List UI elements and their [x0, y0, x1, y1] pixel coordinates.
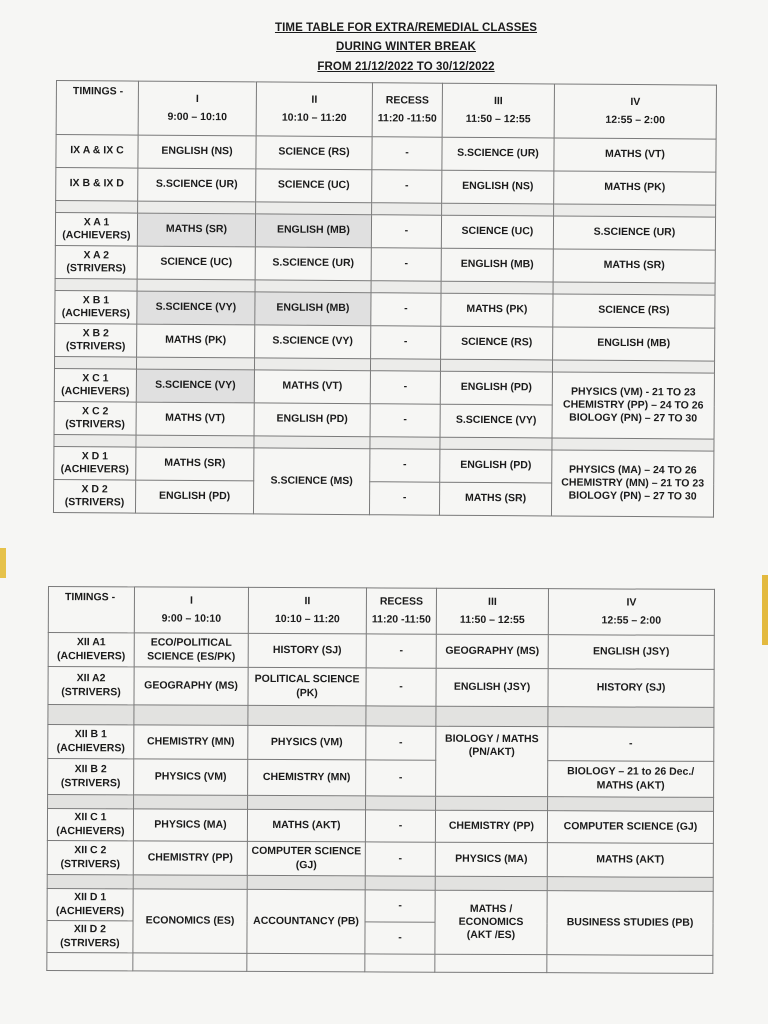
subject-line: BIOLOGY (PN) – 27 TO 30	[568, 489, 697, 503]
recess-label: RECESS	[385, 94, 429, 107]
subject-line: POLITICAL SCIENCE	[254, 673, 360, 686]
period-cell: ENGLISH (MB)	[441, 248, 553, 282]
period-number: II	[304, 595, 311, 608]
period-cell: MATHS (SR)	[137, 213, 255, 247]
period-time: 11:50 – 12:55	[459, 613, 525, 626]
period-cell	[248, 667, 366, 706]
class-group: (ACHIEVERS)	[56, 741, 125, 754]
timetable-class-ix-x	[53, 80, 717, 518]
table-row	[55, 213, 715, 251]
page-title: TIME TABLE FOR EXTRA/REMEDIAL CLASSES	[274, 22, 538, 34]
recess-cell: -	[369, 482, 439, 515]
class-group: (STRIVERS)	[64, 496, 125, 509]
period-time: 10:10 – 11:20	[274, 612, 340, 625]
table-row	[56, 168, 716, 206]
class-label	[55, 245, 137, 279]
period-cell: ENGLISH (MB)	[255, 292, 371, 326]
table-row	[47, 809, 713, 844]
period-cell: GEOGRAPHY (MS)	[436, 634, 548, 668]
table-row	[48, 725, 714, 762]
period-cell: MATHS (SR)	[136, 447, 254, 481]
period-cell: MATHS (PK)	[137, 324, 255, 358]
class-group: (ACHIEVERS)	[56, 824, 125, 837]
class-label	[47, 809, 133, 841]
period-time: 12:55 – 2:00	[605, 113, 666, 126]
class-group: (ACHIEVERS)	[61, 385, 130, 398]
period-cell: S.SCIENCE (UR)	[255, 247, 371, 281]
recess-cell: -	[366, 726, 436, 760]
class-label	[54, 368, 136, 402]
class-label	[48, 667, 134, 705]
class-name: X D 2	[81, 483, 108, 496]
recess-time: 11:20 -11:50	[371, 612, 431, 626]
period-cell: MATHS (AKT)	[547, 843, 713, 878]
recess-cell: -	[365, 890, 435, 922]
subject-line: BIOLOGY (PN) – 27 TO 30	[569, 411, 698, 425]
class-name: XII D 2	[73, 923, 107, 936]
class-group: (ACHIEVERS)	[55, 904, 125, 917]
table-row	[47, 888, 713, 923]
period-cell: ENGLISH (NS)	[138, 135, 256, 169]
period-cell: CHEMISTRY (MN)	[134, 725, 248, 759]
period-cell: MATHS (VT)	[554, 138, 716, 172]
class-name: X C 2	[82, 405, 109, 418]
table-row	[48, 633, 714, 670]
period-cell: ENGLISH (PD)	[254, 403, 370, 437]
period-time: 9:00 – 10:10	[161, 611, 222, 625]
period-cell-merged: S.SCIENCE (MS)	[253, 448, 369, 515]
subject-line: PHYSICS (MA) – 24 TO 26	[568, 463, 697, 477]
period-cell-merged	[436, 726, 548, 796]
period-4-header	[548, 589, 714, 636]
period-cell: ENGLISH (PD)	[440, 371, 552, 405]
period-2-header	[248, 587, 366, 634]
class-name: XII A1	[76, 636, 106, 649]
class-name: X B 2	[82, 327, 109, 340]
recess-cell: -	[365, 842, 435, 876]
period-cell: ENGLISH (MB)	[255, 214, 371, 248]
period-cell	[247, 841, 365, 876]
class-name: XII B 1	[74, 728, 107, 741]
period-1-header	[138, 81, 256, 136]
class-name: X A 1	[83, 216, 110, 229]
period-3-header	[442, 83, 554, 138]
period-cell-merged	[552, 372, 714, 439]
recess-cell: -	[371, 293, 441, 326]
subject-line: MATHS /	[469, 902, 513, 915]
class-group: (STRIVERS)	[60, 857, 121, 870]
class-label	[47, 888, 133, 920]
period-2-header	[256, 82, 372, 137]
period-cell: ENGLISH (NS)	[442, 170, 554, 204]
class-label	[47, 920, 133, 952]
subject-line: BIOLOGY – 21 to 26 Dec./	[567, 765, 695, 779]
subject-line: (GJ)	[295, 858, 317, 871]
period-cell-merged: ECONOMICS (ES)	[133, 889, 247, 953]
period-cell	[548, 761, 714, 798]
class-group: (STRIVERS)	[61, 685, 121, 698]
paper-edge-right	[762, 575, 768, 645]
class-label: IX B & IX D	[56, 168, 138, 202]
period-cell: ENGLISH (JSY)	[548, 635, 714, 670]
class-label	[55, 323, 137, 357]
class-group: (ACHIEVERS)	[62, 229, 131, 242]
header-row	[56, 81, 716, 140]
class-label	[54, 446, 136, 480]
period-time: 12:55 – 2:00	[601, 613, 662, 627]
recess-cell: -	[371, 215, 441, 248]
subject-line: (AKT /ES)	[466, 928, 516, 942]
period-cell: ENGLISH (PD)	[440, 449, 552, 483]
period-cell: S.SCIENCE (UR)	[442, 137, 554, 171]
timings-label: TIMINGS -	[48, 587, 134, 633]
recess-cell: -	[365, 922, 435, 954]
period-cell: PHYSICS (MA)	[133, 809, 247, 841]
period-number: I	[189, 594, 193, 608]
class-name: X A 2	[83, 249, 110, 262]
period-cell: HISTORY (SJ)	[548, 669, 714, 708]
period-cell: SCIENCE (RS)	[441, 326, 553, 360]
period-cell: SCIENCE (RS)	[256, 136, 372, 170]
period-cell	[134, 633, 248, 667]
header-row	[48, 587, 714, 636]
class-label	[48, 759, 134, 795]
recess-cell: -	[365, 810, 435, 842]
class-group: (STRIVERS)	[66, 262, 126, 275]
period-number: I	[195, 93, 199, 106]
period-time: 11:50 – 12:55	[465, 112, 531, 125]
table-row	[48, 667, 714, 708]
class-name: XII D 1	[74, 891, 107, 904]
subject-line: (PK)	[296, 686, 318, 699]
period-cell: S.SCIENCE (VY)	[440, 404, 552, 438]
period-cell: MATHS (AKT)	[247, 809, 365, 842]
recess-label: RECESS	[379, 595, 424, 609]
class-name: XII B 2	[74, 763, 107, 776]
period-cell: ENGLISH (JSY)	[436, 668, 548, 706]
subject-line: COMPUTER SCIENCE	[251, 845, 362, 858]
period-number: III	[493, 95, 503, 108]
period-number: IV	[626, 596, 637, 609]
subject-line: SCIENCE (ES/PK)	[147, 649, 236, 663]
subject-line: CHEMISTRY (PP) – 24 TO 26	[562, 398, 704, 412]
period-cell: ENGLISH (PD)	[135, 480, 253, 514]
class-group: (ACHIEVERS)	[61, 307, 131, 320]
table-row	[47, 840, 713, 877]
subject-line: BIOLOGY / MATHS	[445, 732, 539, 746]
class-name: XII C 2	[74, 844, 107, 857]
date-range: FROM 21/12/2022 TO 30/12/2022	[317, 61, 495, 73]
recess-cell: -	[370, 449, 440, 482]
period-cell: MATHS (SR)	[553, 249, 715, 283]
period-number: IV	[630, 96, 641, 109]
period-time: 10:10 – 11:20	[281, 111, 347, 124]
class-group: (STRIVERS)	[60, 776, 121, 789]
class-label	[48, 725, 134, 759]
recess-cell: -	[370, 371, 440, 404]
table-row	[55, 290, 715, 328]
recess-cell: -	[366, 760, 436, 796]
period-cell: SCIENCE (UC)	[137, 246, 255, 280]
class-name: X B 1	[82, 294, 110, 307]
recess-time: 11:20 -11:50	[377, 111, 437, 125]
class-group: (ACHIEVERS)	[60, 463, 129, 476]
table-row	[55, 323, 715, 361]
class-group: (ACHIEVERS)	[57, 649, 126, 662]
class-label	[55, 213, 137, 247]
class-label	[55, 290, 137, 324]
separator-row	[47, 952, 713, 973]
period-cell: MATHS (VT)	[254, 370, 370, 404]
recess-cell: -	[366, 668, 436, 706]
period-time: 9:00 – 10:10	[167, 110, 228, 123]
recess-cell: -	[371, 248, 441, 281]
period-cell-merged	[551, 450, 713, 517]
period-cell: CHEMISTRY (PP)	[435, 810, 547, 842]
period-cell: GEOGRAPHY (MS)	[134, 667, 248, 705]
recess-cell: -	[371, 326, 441, 359]
class-name: X C 1	[82, 372, 109, 385]
class-name: XII C 1	[74, 811, 107, 824]
period-cell: S.SCIENCE (UR)	[553, 216, 715, 250]
period-cell-merged: BUSINESS STUDIES (PB)	[547, 891, 713, 956]
subject-line: (PN/AKT)	[468, 745, 515, 759]
subject-line: ECONOMICS	[458, 915, 524, 929]
period-cell: CHEMISTRY (MN)	[248, 759, 366, 796]
subject-line: PHYSICS (VM) - 21 TO 23	[570, 385, 696, 399]
table-row	[54, 446, 714, 484]
class-label	[48, 633, 134, 667]
recess-header	[366, 588, 436, 634]
period-cell: PHYSICS (VM)	[248, 725, 366, 760]
period-cell: COMPUTER SCIENCE (GJ)	[547, 811, 713, 844]
period-cell-merged	[435, 890, 547, 954]
subject-line: MATHS (AKT)	[596, 778, 665, 792]
period-cell: MATHS (PK)	[441, 293, 553, 327]
period-cell: HISTORY (SJ)	[248, 633, 366, 668]
period-cell: S.SCIENCE (UR)	[138, 168, 256, 202]
class-group: (STRIVERS)	[65, 340, 126, 353]
period-cell: S.SCIENCE (VY)	[136, 369, 254, 403]
recess-cell: -	[372, 137, 442, 170]
table-row	[56, 135, 716, 173]
class-label: IX A & IX C	[56, 135, 138, 169]
table-row	[55, 245, 715, 283]
period-cell: SCIENCE (RS)	[553, 294, 715, 328]
recess-cell: -	[370, 404, 440, 437]
period-cell: SCIENCE (UC)	[256, 169, 372, 203]
table-row	[54, 368, 714, 406]
period-cell: PHYSICS (VM)	[134, 759, 248, 795]
recess-cell: -	[372, 170, 442, 203]
class-name: X D 1	[81, 450, 109, 463]
timetable-class-xii	[46, 586, 715, 974]
period-cell: ENGLISH (MB)	[553, 327, 715, 361]
subject-line: CHEMISTRY (MN) – 21 TO 23	[561, 476, 705, 490]
period-cell: CHEMISTRY (PP)	[133, 841, 247, 875]
class-name: XII A2	[76, 672, 106, 685]
table-row	[48, 759, 714, 798]
period-number: II	[311, 94, 318, 107]
period-cell: SCIENCE (UC)	[441, 215, 553, 249]
timings-label: TIMINGS -	[56, 81, 138, 136]
class-label	[53, 479, 135, 513]
class-label	[47, 840, 133, 874]
period-1-header	[134, 587, 248, 633]
period-cell: MATHS (VT)	[136, 402, 254, 436]
recess-header	[372, 83, 442, 137]
subject-line: ECO/POLITICAL	[150, 636, 232, 650]
period-cell: S.SCIENCE (VY)	[137, 291, 255, 325]
class-label	[54, 401, 136, 435]
period-number: III	[488, 596, 497, 609]
class-group: (STRIVERS)	[65, 418, 125, 431]
period-4-header	[554, 84, 716, 139]
period-cell-merged: ACCOUNTANCY (PB)	[247, 889, 365, 954]
recess-cell: -	[366, 634, 436, 668]
paper-edge-left	[0, 548, 6, 578]
period-cell: MATHS (SR)	[439, 482, 551, 516]
period-cell: S.SCIENCE (VY)	[255, 325, 371, 359]
class-group: (STRIVERS)	[60, 936, 120, 949]
period-cell: PHYSICS (MA)	[435, 842, 547, 876]
period-cell: -	[548, 727, 714, 762]
period-3-header	[436, 588, 548, 634]
page-subtitle: DURING WINTER BREAK	[336, 41, 476, 53]
period-cell: MATHS (PK)	[554, 171, 716, 205]
